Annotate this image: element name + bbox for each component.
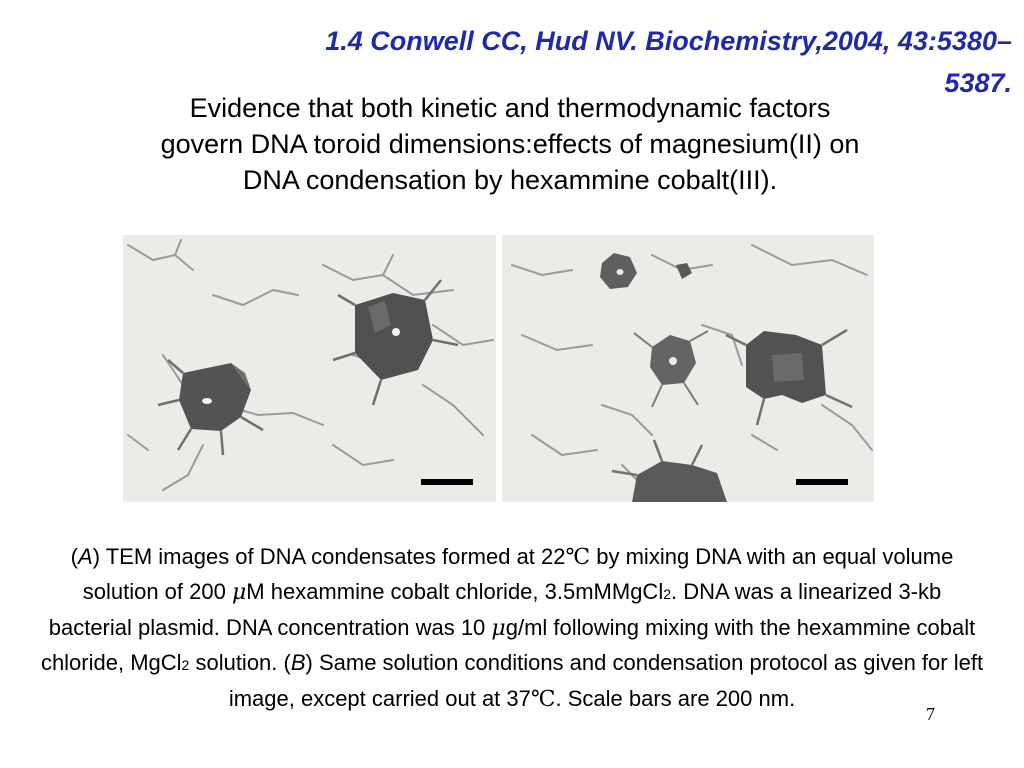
slide-title bbox=[40, 90, 980, 198]
caption-text: g/ml following mixing with the hexammine cobalt chloride, MgCl bbox=[40, 615, 976, 675]
caption-text: . DNA was a linearized 3-kb bacterial plasmid. DNA concentration was 10 bbox=[48, 578, 942, 640]
title-line-1: Evidence that both kinetic and thermodynamic factors bbox=[189, 93, 831, 123]
celsius-symbol: ℃ bbox=[565, 545, 591, 570]
subscript: 2 bbox=[181, 656, 190, 673]
figure-caption bbox=[40, 540, 984, 717]
caption-text: solution. ( bbox=[189, 649, 291, 675]
mu-symbol: μ bbox=[491, 616, 506, 641]
caption-text: by mixing DNA with an equal volume solution of 200 bbox=[82, 544, 954, 604]
panel-a-label: A bbox=[78, 544, 93, 569]
title-line-2: govern DNA toroid dimensions:effects of magnesium(II) on bbox=[160, 129, 860, 159]
caption-text: ) TEM images of DNA condensates formed at 22 bbox=[92, 544, 566, 569]
citation-line-1: 1.4 Conwell CC, Hud NV. Biochemistry,2004, 43:5380– bbox=[325, 26, 1012, 56]
tem-image-b bbox=[502, 235, 874, 502]
caption-text: . Scale bars are 200 nm. bbox=[555, 686, 796, 711]
tem-image-a bbox=[123, 235, 496, 502]
caption-text: M hexammine cobalt chloride, 3.5mMMgCl bbox=[246, 578, 664, 604]
mu-symbol: μ bbox=[231, 579, 247, 605]
title-line-3: DNA condensation by hexammine cobalt(III). bbox=[242, 165, 778, 195]
caption-text: ) Same solution conditions and condensation protocol as given for left image, except carried out at 37 bbox=[228, 649, 984, 711]
citation-line-2: 5387. bbox=[944, 68, 1012, 98]
page-number: 7 bbox=[926, 704, 935, 724]
caption-text: ( bbox=[70, 544, 78, 569]
celsius-symbol: ℃ bbox=[530, 687, 556, 712]
subscript: 2 bbox=[663, 585, 672, 602]
panel-b-label: B bbox=[290, 649, 306, 675]
